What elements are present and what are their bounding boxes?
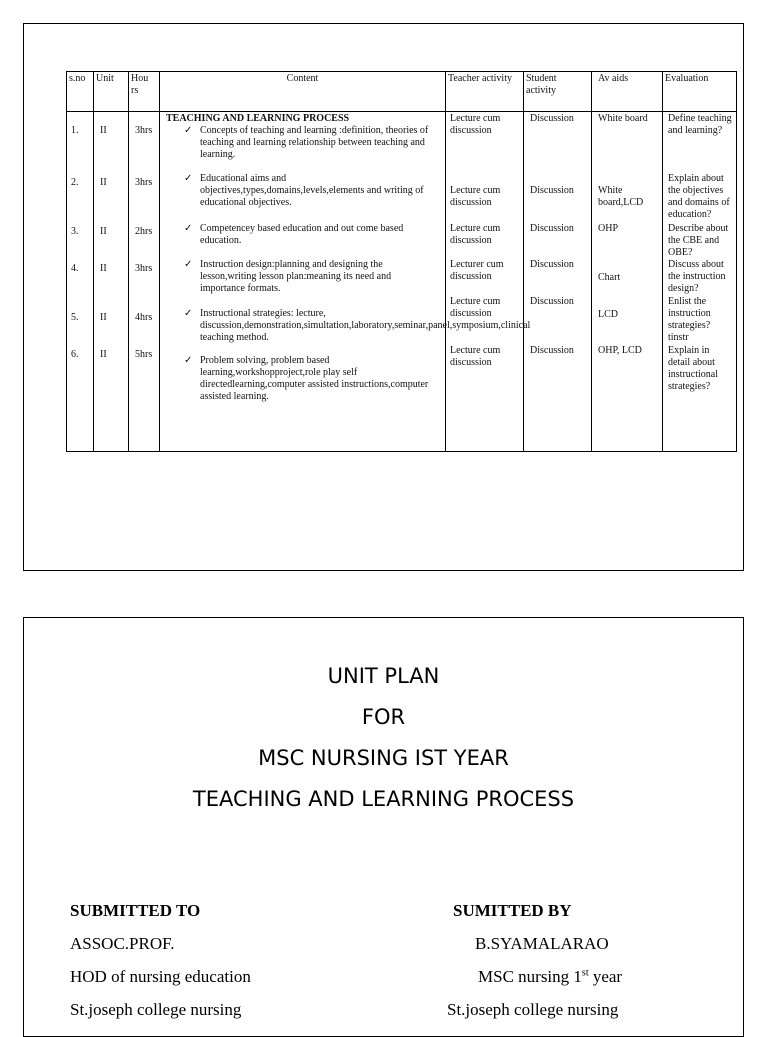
av-aid-2: White board,LCD <box>598 185 644 208</box>
submitted-by-course <box>478 967 622 987</box>
submitted-by-name: B.SYAMALARAO <box>475 934 609 953</box>
student-activity-1: Discussion <box>530 113 574 124</box>
evaluation-3: Describe about the CBE and OBE? <box>668 223 729 258</box>
teacher-activity-3: Lecture cum discussion <box>450 223 501 246</box>
content-item-4 <box>184 259 437 295</box>
av-aid-1: White board <box>598 113 648 124</box>
hours-5: 4hrs <box>135 312 153 323</box>
header-student-activity: Student activity <box>524 72 592 112</box>
unit-5: II <box>100 312 107 323</box>
checkmark-icon: ✓ <box>184 223 193 234</box>
content-item-text: Problem solving, problem based learning,workshopproject,role play self directedlearning,computer assisted instructions,computer assisted learning. <box>200 355 429 402</box>
checkmark-icon: ✓ <box>184 125 193 136</box>
content-item-text: Educational aims and objectives,types,domains,levels,elements and writing of educational objectives. <box>200 173 424 208</box>
submitted-to-college: St.joseph college nursing <box>70 1000 242 1019</box>
student-activity-3: Discussion <box>530 223 574 234</box>
evaluation-1: Define teaching and learning? <box>668 113 732 136</box>
hours-3: 2hrs <box>135 226 153 237</box>
submitted-to-department: HOD of nursing education <box>70 967 251 986</box>
sno-5: 5. <box>71 312 79 323</box>
submitted-to-heading: SUBMITTED TO <box>70 901 201 920</box>
hours-1: 3hrs <box>135 125 153 136</box>
teacher-activity-6: Lecture cum discussion <box>450 345 501 368</box>
content-item-text: Concepts of teaching and learning :definition, theories of teaching and learning relationship between teaching and learning. <box>200 125 429 160</box>
av-aid-3: OHP <box>598 223 619 234</box>
content-title: TEACHING AND LEARNING PROCESS <box>166 113 350 124</box>
sno-3: 3. <box>71 226 79 237</box>
table-page <box>23 23 744 571</box>
content-item-1 <box>184 125 437 161</box>
header-hours: Hou rs <box>129 72 160 112</box>
submitted-by-college: St.joseph college nursing <box>447 1000 619 1019</box>
content-item-text: Instructional strategies: lecture, discussion,demonstration,simultation,laboratory,seminar,panel,symposium,clinical teaching method. <box>200 308 531 343</box>
av-aid-4: Chart <box>598 272 621 283</box>
header-av-aids: Av aids <box>592 72 663 112</box>
evaluation-4: Discuss about the instruction design? <box>668 259 726 294</box>
unit-plan-table <box>66 71 737 452</box>
content-item-text: Instruction design:planning and designing the lesson,writing lesson plan:meaning its need and importance formats. <box>200 259 392 294</box>
sno-4: 4. <box>71 263 79 274</box>
sno-2: 2. <box>71 177 79 188</box>
header-teacher-activity: Teacher activity <box>446 72 524 112</box>
unit-cell <box>94 112 129 452</box>
table-row <box>67 112 737 452</box>
submitted-by-heading: SUMITTED BY <box>453 901 572 920</box>
cover-title-line-4: TEACHING AND LEARNING PROCESS <box>192 787 575 811</box>
av-aid-6: OHP, LCD <box>598 345 642 356</box>
student-activity-5: Discussion <box>530 296 574 307</box>
unit-3: II <box>100 226 107 237</box>
header-content: Content <box>160 72 446 112</box>
unit-4: II <box>100 263 107 274</box>
content-item-5 <box>184 308 531 344</box>
content-item-2 <box>184 173 437 209</box>
submitted-to-title: ASSOC.PROF. <box>70 934 175 953</box>
cover-page <box>23 617 744 1037</box>
sno-cell <box>67 112 94 452</box>
hours-2: 3hrs <box>135 177 153 188</box>
evaluation-6: Explain in detail about instructional strategies? <box>668 345 718 392</box>
content-item-6 <box>184 355 437 403</box>
hours-6: 5hrs <box>135 349 153 360</box>
student-activity-6: Discussion <box>530 345 574 356</box>
cover-title-line-2: FOR <box>361 705 406 729</box>
course-text: MSC nursing 1 <box>478 967 582 986</box>
teacher-activity-cell <box>446 112 524 452</box>
unit-2: II <box>100 177 107 188</box>
evaluation-2: Explain about the objectives and domains of education? <box>668 173 730 220</box>
course-ordinal: st <box>581 967 589 979</box>
sno-1: 1. <box>71 125 79 136</box>
header-evaluation: Evaluation <box>663 72 737 112</box>
checkmark-icon: ✓ <box>184 259 193 270</box>
cover-title-line-3: MSC NURSING IST YEAR <box>258 746 509 770</box>
header-sno: s.no <box>67 72 94 112</box>
evaluation-5: Enlist the instruction strategies? tinstr <box>668 296 711 343</box>
av-aid-5: LCD <box>598 309 618 320</box>
content-item-3 <box>184 223 437 247</box>
student-activity-2: Discussion <box>530 185 574 196</box>
av-aids-cell <box>592 112 663 452</box>
student-activity-cell <box>524 112 592 452</box>
cover-title-line-1: UNIT PLAN <box>327 664 440 688</box>
hours-4: 3hrs <box>135 263 153 274</box>
course-year: year <box>588 967 623 986</box>
teacher-activity-1: Lecture cum discussion <box>450 113 501 136</box>
unit-1: II <box>100 125 107 136</box>
checkmark-icon: ✓ <box>184 173 193 184</box>
student-activity-4: Discussion <box>530 259 574 270</box>
sno-6: 6. <box>71 349 79 360</box>
checkmark-icon: ✓ <box>184 355 193 366</box>
teacher-activity-5: Lecture cum discussion <box>450 296 501 319</box>
header-unit: Unit <box>94 72 129 112</box>
table-header-row <box>67 72 737 112</box>
teacher-activity-4: Lecturer cum discussion <box>450 259 504 282</box>
checkmark-icon: ✓ <box>184 308 193 319</box>
evaluation-cell <box>663 112 737 452</box>
teacher-activity-2: Lecture cum discussion <box>450 185 501 208</box>
unit-6: II <box>100 349 107 360</box>
hours-cell <box>129 112 160 452</box>
content-item-text: Competencey based education and out come based education. <box>200 223 404 246</box>
